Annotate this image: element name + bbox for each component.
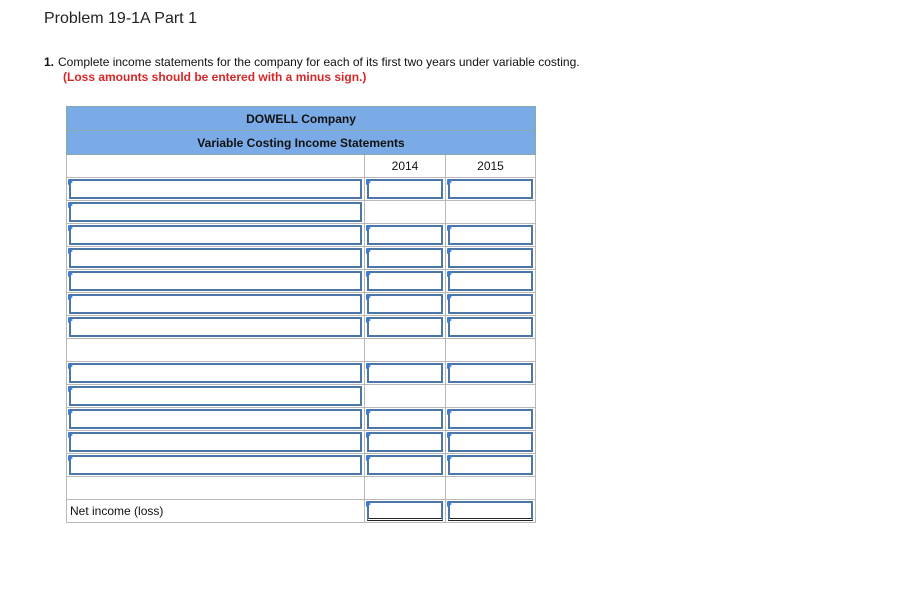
table-row [67,339,536,362]
amount-input-2015[interactable] [446,408,536,431]
table-row [67,362,536,385]
amount-input-2015[interactable] [446,178,536,201]
table-row [67,201,536,224]
amount-input-2014[interactable] [365,454,446,477]
table-row [67,408,536,431]
label-dropdown[interactable] [67,362,365,385]
amount-input-2014[interactable] [365,293,446,316]
question-note: (Loss amounts should be entered with a minus sign.) [63,70,367,84]
amount-input-2015[interactable] [446,224,536,247]
label-dropdown[interactable] [67,431,365,454]
label-dropdown[interactable] [67,408,365,431]
income-statement-table [66,106,536,523]
label-dropdown[interactable] [67,247,365,270]
amount-input-2014[interactable] [365,224,446,247]
table-row [67,385,536,408]
page-title: Problem 19-1A Part 1 [44,10,197,27]
net-income-2014-input[interactable] [365,500,446,523]
table-row [67,454,536,477]
label-dropdown[interactable] [67,270,365,293]
net-income-2015-input[interactable] [446,500,536,523]
label-dropdown[interactable] [67,293,365,316]
statement-title: Variable Costing Income Statements [67,131,536,155]
company-name: DOWELL Company [67,107,536,131]
question-number: 1. [44,55,55,69]
label-dropdown[interactable] [67,454,365,477]
label-dropdown[interactable] [67,201,365,224]
amount-input-2015[interactable] [446,247,536,270]
question [44,55,580,85]
amount-input-2015[interactable] [446,316,536,339]
table-row [67,178,536,201]
amount-input-2014[interactable] [365,178,446,201]
amount-input-2014[interactable] [365,408,446,431]
table-row [67,316,536,339]
question-text: Complete income statements for the company for each of its first two years under variable costing. [58,55,580,69]
amount-input-2015[interactable] [446,270,536,293]
label-dropdown[interactable] [67,178,365,201]
table-row [67,477,536,500]
amount-input-2015[interactable] [446,431,536,454]
year-2014: 2014 [365,155,446,178]
label-dropdown[interactable] [67,385,365,408]
net-income-label: Net income (loss) [67,500,365,523]
table-row [67,270,536,293]
year-2015: 2015 [446,155,536,178]
amount-input-2014[interactable] [365,431,446,454]
label-dropdown[interactable] [67,316,365,339]
amount-input-2015[interactable] [446,362,536,385]
table-row [67,224,536,247]
table-row [67,293,536,316]
label-dropdown[interactable] [67,224,365,247]
amount-input-2015[interactable] [446,293,536,316]
amount-input-2014[interactable] [365,316,446,339]
amount-input-2014[interactable] [365,362,446,385]
table-row [67,431,536,454]
year-header-row [67,155,536,178]
net-income-row [67,500,536,523]
amount-input-2014[interactable] [365,270,446,293]
amount-input-2015[interactable] [446,454,536,477]
amount-input-2014[interactable] [365,247,446,270]
table-row [67,247,536,270]
